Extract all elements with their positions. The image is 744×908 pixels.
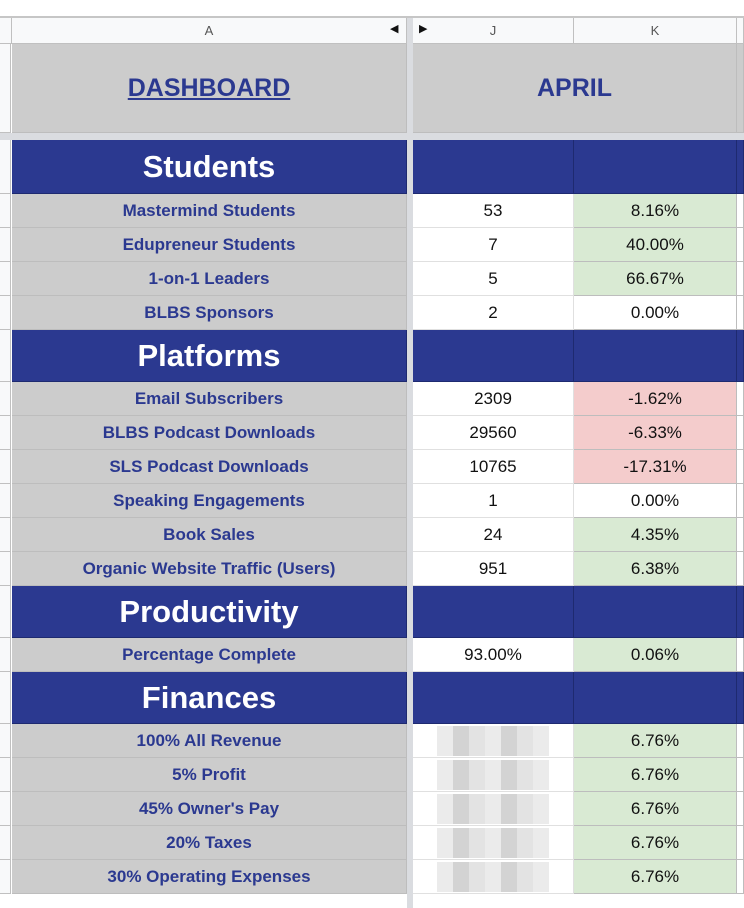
cell[interactable] xyxy=(737,228,744,262)
section-fill[interactable] xyxy=(574,586,737,638)
metric-value-text: 24 xyxy=(483,524,503,544)
metric-value-text: 5 xyxy=(488,268,498,288)
frozen-column-divider[interactable] xyxy=(407,18,413,908)
metric-value-text: 29560 xyxy=(469,422,517,442)
metric-label[interactable] xyxy=(12,552,407,586)
toolbar-edge xyxy=(0,0,744,18)
metric-change[interactable] xyxy=(574,638,737,672)
metric-value[interactable] xyxy=(413,262,574,296)
metric-change-text: 6.76% xyxy=(630,832,680,852)
metric-change-text: 6.76% xyxy=(630,730,680,750)
metric-change[interactable] xyxy=(574,194,737,228)
metric-change[interactable] xyxy=(574,382,737,416)
metric-label[interactable] xyxy=(12,758,407,792)
metric-value[interactable] xyxy=(413,518,574,552)
row-header[interactable] xyxy=(0,826,11,860)
metric-label[interactable] xyxy=(12,518,407,552)
row-header[interactable] xyxy=(0,672,11,724)
redacted-value[interactable] xyxy=(413,860,574,894)
metric-value-text: 93.00% xyxy=(464,644,522,664)
pixelated-redaction xyxy=(437,760,549,790)
row-header[interactable] xyxy=(0,860,11,894)
metric-change[interactable] xyxy=(574,792,737,826)
section-header-students[interactable] xyxy=(12,140,407,194)
row-header[interactable] xyxy=(0,638,11,672)
metric-label-text: 100% All Revenue xyxy=(136,730,282,750)
metric-value-text: 53 xyxy=(483,200,503,220)
metric-change[interactable] xyxy=(574,416,737,450)
metric-label-text: Mastermind Students xyxy=(122,200,296,220)
metric-label-text: Organic Website Traffic (Users) xyxy=(82,558,336,578)
metric-value[interactable] xyxy=(413,194,574,228)
metric-value-text: 10765 xyxy=(469,456,517,476)
metric-change-text: 0.00% xyxy=(630,490,680,510)
column-header-k[interactable] xyxy=(574,18,737,44)
cell[interactable] xyxy=(737,382,744,416)
metric-value[interactable] xyxy=(413,296,574,330)
metric-change-text: 40.00% xyxy=(626,234,684,254)
section-fill[interactable] xyxy=(737,140,744,194)
metric-value[interactable] xyxy=(413,416,574,450)
row-header[interactable] xyxy=(0,792,11,826)
metric-label[interactable] xyxy=(12,638,407,672)
section-header-platforms-text: Platforms xyxy=(137,337,281,373)
column-header-l[interactable] xyxy=(737,18,744,44)
metric-value[interactable] xyxy=(413,552,574,586)
section-fill[interactable] xyxy=(737,672,744,724)
metric-change[interactable] xyxy=(574,758,737,792)
row-header[interactable] xyxy=(0,262,11,296)
metric-change-text: 6.76% xyxy=(630,764,680,784)
metric-change[interactable] xyxy=(574,228,737,262)
metric-change-text: -1.62% xyxy=(628,388,682,408)
metric-change[interactable] xyxy=(574,552,737,586)
row-header[interactable] xyxy=(0,586,11,638)
metric-change[interactable] xyxy=(574,262,737,296)
metric-label[interactable] xyxy=(12,228,407,262)
metric-label-text: 45% Owner's Pay xyxy=(138,798,280,818)
section-fill[interactable] xyxy=(413,140,574,194)
metric-change-text: 4.35% xyxy=(630,524,680,544)
pixelated-redaction xyxy=(437,726,549,756)
metric-label-text: 30% Operating Expenses xyxy=(107,866,311,886)
row-header[interactable] xyxy=(0,194,11,228)
expand-right-icon[interactable]: ▶ xyxy=(419,23,428,35)
cell[interactable] xyxy=(737,552,744,586)
metric-label-text: Speaking Engagements xyxy=(113,490,305,510)
metric-value[interactable] xyxy=(413,450,574,484)
metric-change[interactable] xyxy=(574,724,737,758)
metric-value[interactable] xyxy=(413,484,574,518)
cell[interactable] xyxy=(737,826,744,860)
redacted-value[interactable] xyxy=(413,724,574,758)
row-header[interactable] xyxy=(0,484,11,518)
cell[interactable] xyxy=(737,296,744,330)
cell[interactable] xyxy=(737,758,744,792)
section-header-platforms[interactable] xyxy=(12,330,407,382)
row-header[interactable] xyxy=(0,330,11,382)
section-fill[interactable] xyxy=(413,586,574,638)
row-header[interactable] xyxy=(0,44,11,133)
section-fill[interactable] xyxy=(737,586,744,638)
metric-change-text: -17.31% xyxy=(623,456,687,476)
dashboard-title-cell[interactable] xyxy=(12,44,407,133)
redacted-value[interactable] xyxy=(413,758,574,792)
metric-label[interactable] xyxy=(12,792,407,826)
metric-label[interactable] xyxy=(12,296,407,330)
cell[interactable] xyxy=(737,194,744,228)
section-header-productivity[interactable] xyxy=(12,586,407,638)
cell[interactable] xyxy=(737,638,744,672)
row-header[interactable] xyxy=(0,382,11,416)
metric-label[interactable] xyxy=(12,860,407,894)
section-fill[interactable] xyxy=(413,330,574,382)
metric-label-text: 1-on-1 Leaders xyxy=(148,268,270,288)
row-header[interactable] xyxy=(0,758,11,792)
metric-label-text: BLBS Sponsors xyxy=(144,302,274,322)
row-header[interactable] xyxy=(0,552,11,586)
metric-change-text: -6.33% xyxy=(628,422,682,442)
column-header-j[interactable] xyxy=(413,18,574,44)
metric-label[interactable] xyxy=(12,416,407,450)
metric-value[interactable] xyxy=(413,382,574,416)
metric-change[interactable] xyxy=(574,826,737,860)
metric-label-text: 5% Profit xyxy=(172,764,246,784)
section-header-finances-text: Finances xyxy=(141,679,277,715)
metric-value-text: 951 xyxy=(478,558,508,578)
metric-change[interactable] xyxy=(574,484,737,518)
metric-label-text: Email Subscribers xyxy=(134,388,284,408)
month-cell[interactable] xyxy=(413,44,737,133)
pixelated-redaction xyxy=(437,794,549,824)
metric-change[interactable] xyxy=(574,296,737,330)
metric-change-text: 6.38% xyxy=(630,558,680,578)
row-header[interactable] xyxy=(0,450,11,484)
metric-label[interactable] xyxy=(12,484,407,518)
metric-label-text: Book Sales xyxy=(163,524,255,544)
column-header-a[interactable] xyxy=(12,18,407,44)
metric-change[interactable] xyxy=(574,518,737,552)
month-title: APRIL xyxy=(537,73,612,102)
section-header-productivity-text: Productivity xyxy=(119,593,299,629)
metric-label[interactable] xyxy=(12,382,407,416)
cell[interactable] xyxy=(737,262,744,296)
redacted-value[interactable] xyxy=(413,826,574,860)
row-header[interactable] xyxy=(0,724,11,758)
section-header-finances[interactable] xyxy=(12,672,407,724)
redacted-value[interactable] xyxy=(413,792,574,826)
metric-value[interactable] xyxy=(413,228,574,262)
column-label: K xyxy=(650,23,660,38)
column-label: J xyxy=(489,23,497,38)
metric-value-text: 2 xyxy=(488,302,498,322)
row-header[interactable] xyxy=(0,296,11,330)
metric-change-text: 8.16% xyxy=(630,200,680,220)
section-fill[interactable] xyxy=(574,672,737,724)
metric-label-text: SLS Podcast Downloads xyxy=(109,456,309,476)
metric-change[interactable] xyxy=(574,860,737,894)
cell[interactable] xyxy=(737,518,744,552)
row-header[interactable] xyxy=(0,518,11,552)
pixelated-redaction xyxy=(437,828,549,858)
metric-change[interactable] xyxy=(574,450,737,484)
cell[interactable] xyxy=(737,484,744,518)
metric-label[interactable] xyxy=(12,262,407,296)
metric-label-text: Edupreneur Students xyxy=(122,234,296,254)
select-all-corner[interactable] xyxy=(0,18,12,44)
row-header[interactable] xyxy=(0,416,11,450)
cell[interactable] xyxy=(737,44,744,133)
metric-label-text: Percentage Complete xyxy=(122,644,296,664)
cell[interactable] xyxy=(737,724,744,758)
metric-value-text: 1 xyxy=(488,490,498,510)
metric-change-text: 0.06% xyxy=(630,644,680,664)
cell[interactable] xyxy=(737,416,744,450)
section-fill[interactable] xyxy=(574,140,737,194)
metric-label[interactable] xyxy=(12,826,407,860)
metric-change-text: 66.67% xyxy=(626,268,684,288)
metric-label[interactable] xyxy=(12,450,407,484)
metric-change-text: 0.00% xyxy=(630,302,680,322)
row-header[interactable] xyxy=(0,140,11,194)
section-fill[interactable] xyxy=(737,330,744,382)
metric-value[interactable] xyxy=(413,638,574,672)
dashboard-title[interactable]: DASHBOARD xyxy=(127,73,291,102)
metric-label[interactable] xyxy=(12,724,407,758)
section-fill[interactable] xyxy=(574,330,737,382)
metric-label-text: 20% Taxes xyxy=(166,832,252,852)
metric-label[interactable] xyxy=(12,194,407,228)
frozen-row-divider[interactable] xyxy=(0,133,744,140)
row-header[interactable] xyxy=(0,228,11,262)
metric-label-text: BLBS Podcast Downloads xyxy=(102,422,316,442)
metric-change-text: 6.76% xyxy=(630,798,680,818)
metric-value-text: 7 xyxy=(488,234,498,254)
cell[interactable] xyxy=(737,792,744,826)
pixelated-redaction xyxy=(437,862,549,892)
section-fill[interactable] xyxy=(413,672,574,724)
collapse-left-icon[interactable]: ◀ xyxy=(390,23,399,35)
section-header-students-text: Students xyxy=(142,148,276,184)
cell[interactable] xyxy=(737,450,744,484)
cell[interactable] xyxy=(737,860,744,894)
metric-change-text: 6.76% xyxy=(630,866,680,886)
metric-value-text: 2309 xyxy=(474,388,512,408)
column-label: A xyxy=(204,23,214,38)
